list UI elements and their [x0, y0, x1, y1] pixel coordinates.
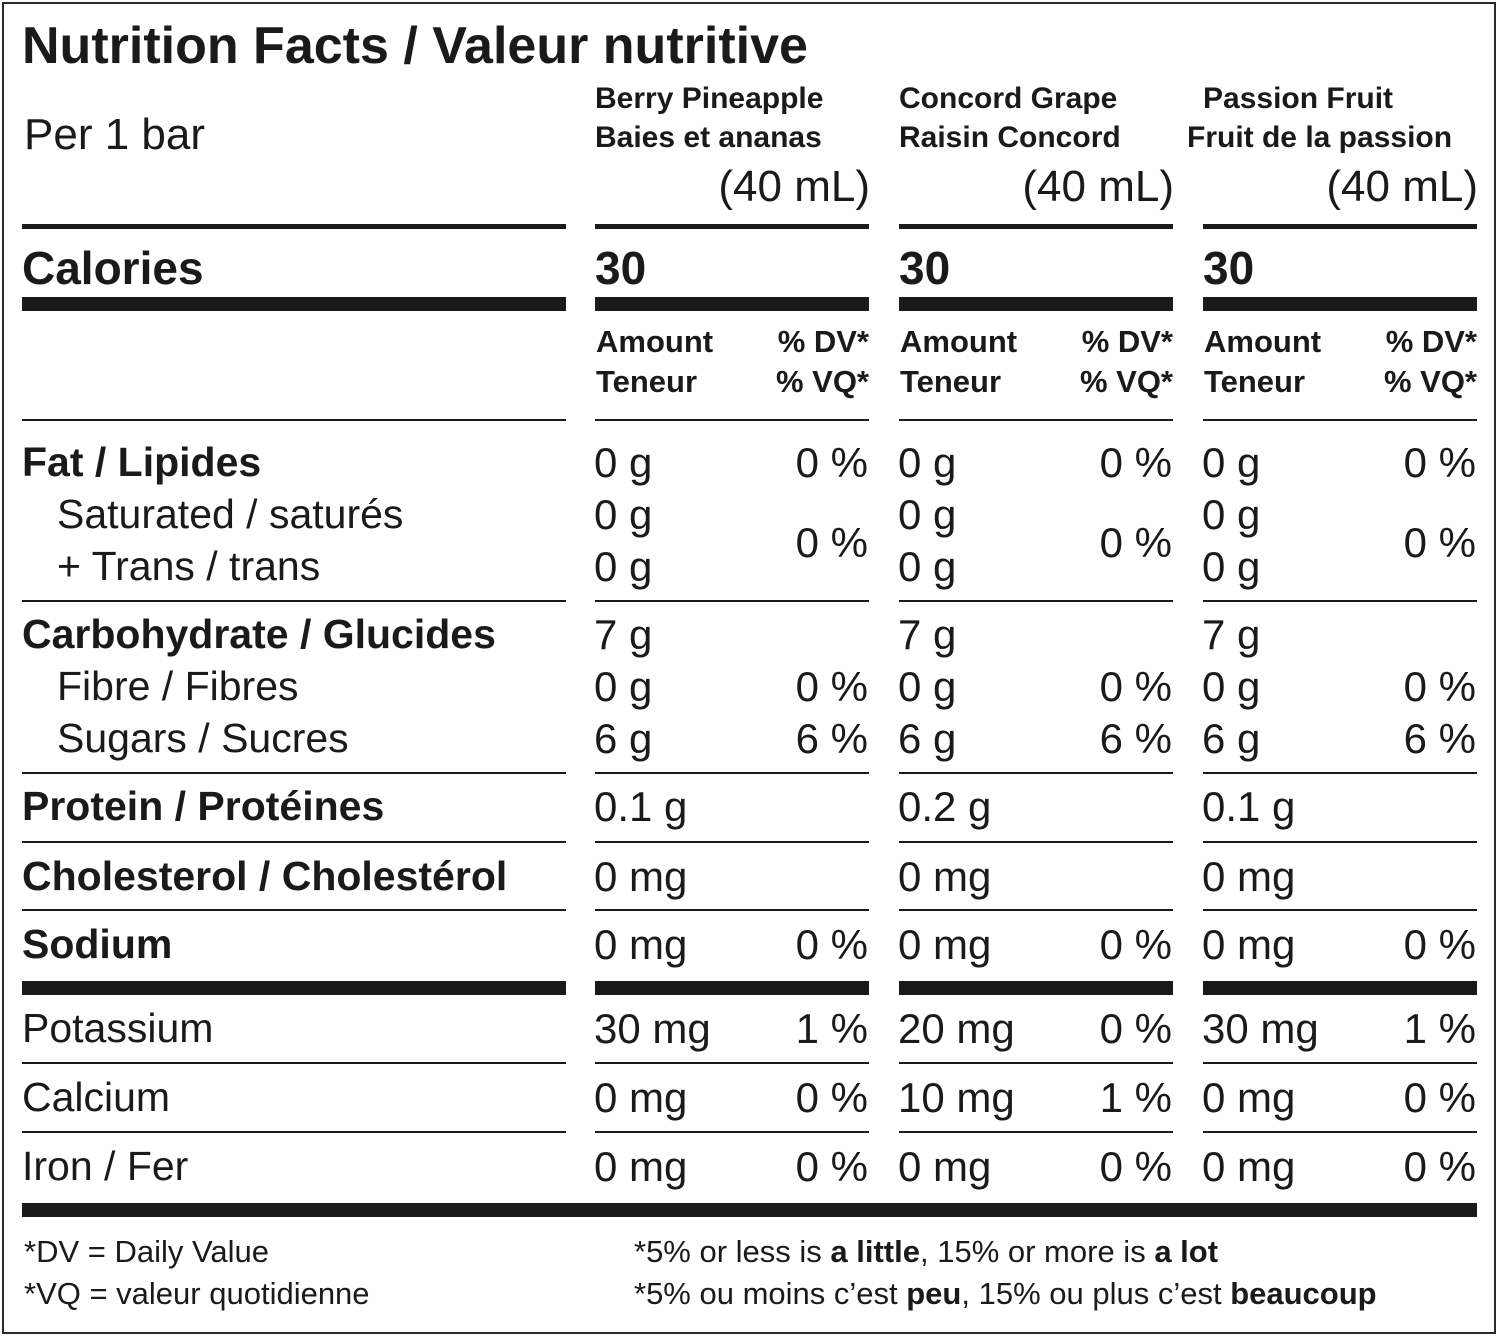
nutrient-amount: 0 mg: [898, 1143, 992, 1190]
divider: [22, 600, 566, 602]
dv-header: % DV*: [1081, 324, 1173, 359]
thick-divider: [1203, 981, 1477, 995]
thick-divider: [22, 297, 566, 311]
vq-header: % VQ*: [1383, 364, 1477, 399]
nutrient-dv: 0 %: [795, 1143, 868, 1190]
nutrient-label: Cholesterol / Cholestérol: [22, 853, 508, 899]
nutrient-label: Potassium: [22, 1005, 214, 1051]
calories-value: 30: [899, 242, 951, 294]
vq-header: % VQ*: [1079, 364, 1173, 399]
thick-divider: [22, 1203, 1477, 1217]
amount-header: Amount: [1204, 324, 1322, 359]
amount-header-fr: Teneur: [596, 364, 698, 399]
divider: [595, 419, 869, 421]
nutrient-amount: 0 g: [898, 543, 957, 590]
nutrient-amount: 0 mg: [1202, 1143, 1296, 1190]
nutrient-amount: 7 g: [594, 611, 653, 658]
nutrient-amount: 20 mg: [898, 1005, 1015, 1052]
nutrient-amount: 0.2 g: [898, 783, 992, 830]
divider: [1203, 224, 1477, 229]
divider: [595, 600, 869, 602]
flavour-size: (40 mL): [1022, 162, 1174, 211]
nutrient-amount: 0 g: [898, 663, 957, 710]
calories-value: 30: [595, 242, 647, 294]
divider: [1203, 600, 1477, 602]
nutrient-amount: 0 g: [594, 491, 653, 538]
panel-title: Nutrition Facts / Valeur nutritive: [22, 17, 808, 75]
nutrient-amount: 0 g: [594, 543, 653, 590]
divider: [1203, 1062, 1477, 1064]
nutrient-dv: 1 %: [795, 1005, 868, 1052]
divider: [22, 772, 566, 774]
nutrient-dv: 0 %: [1099, 519, 1172, 566]
thick-divider: [595, 981, 869, 995]
nutrient-amount: 0 g: [594, 439, 653, 486]
nutrient-label: Sugars / Sucres: [57, 715, 349, 761]
nutrient-amount: 0 mg: [594, 1074, 688, 1121]
nutrient-label: Calcium: [22, 1074, 171, 1120]
amount-header-fr: Teneur: [1204, 364, 1306, 399]
nutrient-amount: 7 g: [898, 611, 957, 658]
nutrient-amount: 0 mg: [898, 853, 992, 900]
nutrient-dv: 0 %: [795, 663, 868, 710]
nutrient-dv: 0 %: [1403, 439, 1476, 486]
divider: [1203, 841, 1477, 843]
divider: [899, 772, 1173, 774]
nutrient-label: Carbohydrate / Glucides: [22, 611, 496, 657]
divider: [595, 1131, 869, 1133]
divider: [595, 909, 869, 911]
divider: [22, 1062, 566, 1064]
flavour-size: (40 mL): [718, 162, 870, 211]
divider: [22, 419, 566, 421]
nutrient-label: Iron / Fer: [22, 1143, 189, 1189]
nutrient-amount: 6 g: [594, 715, 653, 762]
nutrient-amount: 0 g: [898, 439, 957, 486]
nutrient-amount: 0 mg: [594, 921, 688, 968]
divider: [595, 224, 869, 229]
divider: [899, 1131, 1173, 1133]
divider: [22, 909, 566, 911]
thick-divider: [899, 297, 1173, 311]
nutrient-amount: 30 mg: [594, 1005, 711, 1052]
divider: [899, 600, 1173, 602]
nutrient-amount: 30 mg: [1202, 1005, 1319, 1052]
divider: [595, 1062, 869, 1064]
thick-divider: [899, 981, 1173, 995]
divider: [899, 224, 1173, 229]
footnote-percent-en: *5% or less is a little, 15% or more is a lot: [634, 1234, 1219, 1269]
nutrient-amount: 0 mg: [898, 921, 992, 968]
nutrient-label: Sodium: [22, 921, 173, 967]
nutrient-label: Fibre / Fibres: [57, 663, 299, 709]
nutrient-amount: 0 g: [1202, 663, 1261, 710]
amount-header: Amount: [596, 324, 714, 359]
divider: [1203, 909, 1477, 911]
divider: [22, 1131, 566, 1133]
divider: [22, 841, 566, 843]
dv-header: % DV*: [1385, 324, 1477, 359]
flavour-name-en: Passion Fruit: [1203, 82, 1394, 115]
footnote-vq: *VQ = valeur quotidienne: [24, 1276, 370, 1311]
amount-header-fr: Teneur: [900, 364, 1002, 399]
nutrient-dv: 0 %: [1099, 439, 1172, 486]
nutrient-amount: 0.1 g: [1202, 783, 1296, 830]
nutrient-label: + Trans / trans: [57, 543, 321, 589]
nutrient-dv: 0 %: [1403, 1143, 1476, 1190]
flavour-size: (40 mL): [1326, 162, 1478, 211]
dv-header: % DV*: [777, 324, 869, 359]
nutrient-dv: 1 %: [1403, 1005, 1476, 1052]
vq-header: % VQ*: [775, 364, 869, 399]
divider: [1203, 419, 1477, 421]
serving-size: Per 1 bar: [24, 110, 205, 159]
nutrient-dv: 0 %: [795, 519, 868, 566]
divider: [1203, 772, 1477, 774]
nutrient-dv: 0 %: [1099, 1005, 1172, 1052]
nutrient-amount: 6 g: [898, 715, 957, 762]
nutrient-dv: 0 %: [1403, 921, 1476, 968]
amount-header: Amount: [900, 324, 1018, 359]
nutrient-amount: 0 g: [1202, 543, 1261, 590]
calories-label: Calories: [22, 242, 204, 294]
thick-divider: [595, 297, 869, 311]
flavour-name-en: Concord Grape: [899, 82, 1118, 115]
nutrient-dv: 0 %: [1099, 1143, 1172, 1190]
thick-divider: [1203, 297, 1477, 311]
nutrient-label: Protein / Protéines: [22, 783, 385, 829]
nutrient-amount: 0 g: [898, 491, 957, 538]
nutrient-dv: 0 %: [1099, 663, 1172, 710]
nutrient-dv: 0 %: [1403, 1074, 1476, 1121]
nutrient-amount: 0 g: [1202, 439, 1261, 486]
nutrient-amount: 0.1 g: [594, 783, 688, 830]
nutrient-amount: 7 g: [1202, 611, 1261, 658]
nutrient-amount: 0 g: [594, 663, 653, 710]
nutrient-dv: 0 %: [1403, 519, 1476, 566]
divider: [899, 841, 1173, 843]
nutrient-dv: 0 %: [795, 439, 868, 486]
nutrient-label: Fat / Lipides: [22, 439, 262, 485]
nutrient-dv: 6 %: [1099, 715, 1172, 762]
nutrient-amount: 0 mg: [1202, 853, 1296, 900]
nutrient-label: Saturated / saturés: [57, 491, 404, 537]
divider: [899, 909, 1173, 911]
calories-value: 30: [1203, 242, 1255, 294]
divider: [595, 772, 869, 774]
divider: [899, 1062, 1173, 1064]
nutrient-dv: 0 %: [795, 921, 868, 968]
divider: [899, 419, 1173, 421]
nutrient-dv: 6 %: [1403, 715, 1476, 762]
flavour-name-fr: Fruit de la passion: [1187, 121, 1453, 154]
nutrient-amount: 0 g: [1202, 491, 1261, 538]
flavour-name-en: Berry Pineapple: [595, 82, 824, 115]
divider: [22, 224, 566, 229]
nutrient-dv: 1 %: [1099, 1074, 1172, 1121]
nutrient-amount: 0 mg: [1202, 1074, 1296, 1121]
nutrient-dv: 0 %: [795, 1074, 868, 1121]
divider: [595, 841, 869, 843]
flavour-name-fr: Baies et ananas: [595, 121, 822, 154]
nutrient-dv: 6 %: [795, 715, 868, 762]
nutrient-dv: 0 %: [1099, 921, 1172, 968]
nutrient-amount: 0 mg: [1202, 921, 1296, 968]
thick-divider: [22, 981, 566, 995]
nutrient-amount: 0 mg: [594, 1143, 688, 1190]
footnote-percent-fr: *5% ou moins c’est peu, 15% ou plus c’est beaucoup: [634, 1276, 1377, 1311]
flavour-name-fr: Raisin Concord: [899, 121, 1121, 154]
nutrient-amount: 10 mg: [898, 1074, 1015, 1121]
divider: [1203, 1131, 1477, 1133]
nutrient-amount: 6 g: [1202, 715, 1261, 762]
footnote-dv: *DV = Daily Value: [24, 1234, 269, 1269]
nutrient-dv: 0 %: [1403, 663, 1476, 710]
nutrient-amount: 0 mg: [594, 853, 688, 900]
